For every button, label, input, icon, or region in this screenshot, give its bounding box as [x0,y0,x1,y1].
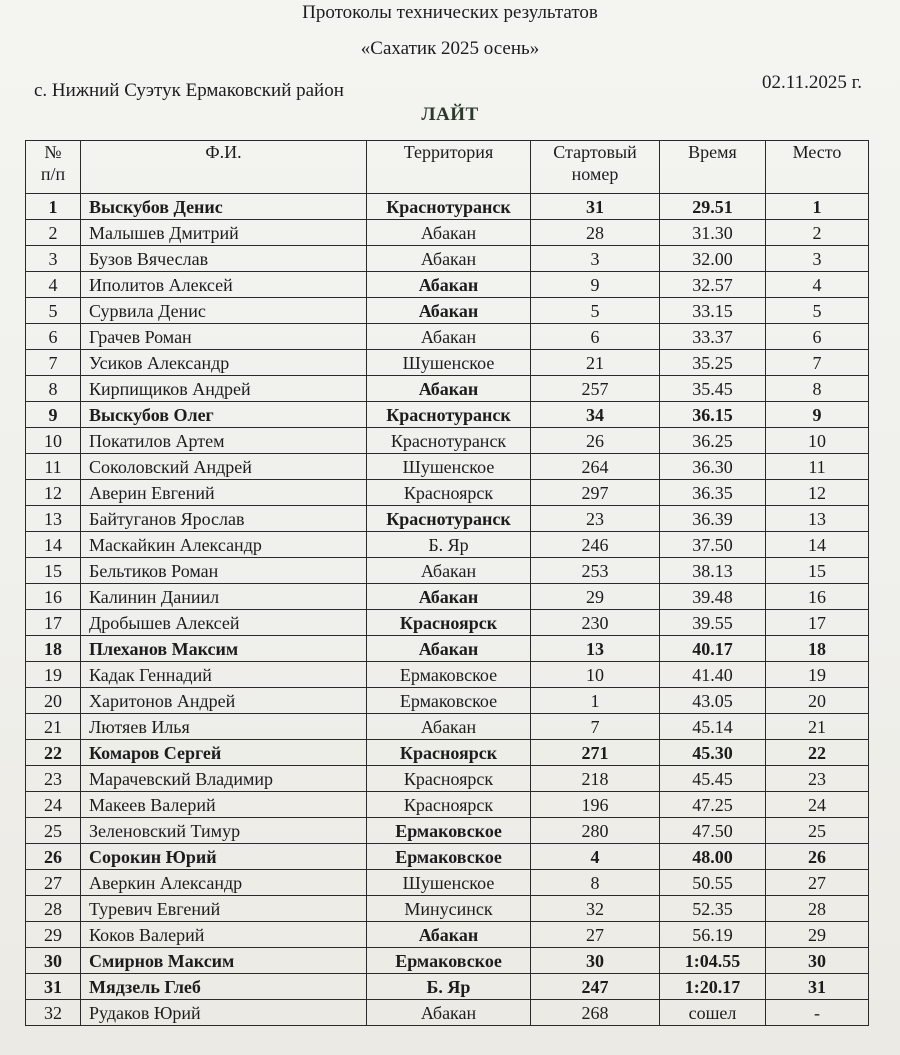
cell-start-number: 247 [531,974,660,1000]
cell-place: 26 [766,844,869,870]
cell-num: 4 [26,272,81,298]
cell-time: 36.25 [660,428,766,454]
cell-time: 33.15 [660,298,766,324]
cell-num: 14 [26,532,81,558]
cell-territory: Краснотуранск [367,194,531,220]
cell-start-number: 28 [531,220,660,246]
cell-territory: Шушенское [367,350,531,376]
cell-territory: Абакан [367,922,531,948]
cell-place: 21 [766,714,869,740]
cell-num: 19 [26,662,81,688]
cell-place: 12 [766,480,869,506]
cell-name: Грачев Роман [81,324,367,350]
cell-time: 56.19 [660,922,766,948]
cell-name: Макеев Валерий [81,792,367,818]
cell-time: 52.35 [660,896,766,922]
table-row [26,532,869,558]
cell-place: 25 [766,818,869,844]
header-name: Ф.И. [81,141,367,194]
cell-time: 35.45 [660,376,766,402]
cell-start-number: 21 [531,350,660,376]
table-row [26,194,869,220]
cell-time: 29.51 [660,194,766,220]
cell-num: 11 [26,454,81,480]
cell-territory: Шушенское [367,870,531,896]
cell-place: 28 [766,896,869,922]
cell-start-number: 3 [531,246,660,272]
cell-start-number: 8 [531,870,660,896]
cell-territory: Абакан [367,714,531,740]
cell-territory: Абакан [367,220,531,246]
cell-time: 36.15 [660,402,766,428]
cell-territory: Краснотуранск [367,402,531,428]
cell-place: 17 [766,610,869,636]
cell-name: Дробышев Алексей [81,610,367,636]
cell-name: Соколовский Андрей [81,454,367,480]
cell-place: 8 [766,376,869,402]
cell-place: 22 [766,740,869,766]
table-row [26,272,869,298]
event-name: «Сахатик 2025 осень» [360,38,540,59]
cell-num: 29 [26,922,81,948]
table-row [26,428,869,454]
cell-start-number: 280 [531,818,660,844]
cell-num: 15 [26,558,81,584]
cell-start-number: 13 [531,636,660,662]
cell-time: 37.50 [660,532,766,558]
cell-territory: Ермаковское [367,662,531,688]
cell-name: Харитонов Андрей [81,688,367,714]
cell-num: 31 [26,974,81,1000]
cell-num: 13 [26,506,81,532]
header-time: Время [660,141,766,194]
cell-time: 1:04.55 [660,948,766,974]
table-row [26,766,869,792]
table-row [26,376,869,402]
cell-name: Выскубов Денис [81,194,367,220]
cell-place: 13 [766,506,869,532]
cell-start-number: 297 [531,480,660,506]
table-row [26,714,869,740]
cell-place: 6 [766,324,869,350]
cell-time: 33.37 [660,324,766,350]
table-row [26,480,869,506]
cell-num: 6 [26,324,81,350]
cell-num: 16 [26,584,81,610]
cell-name: Усиков Александр [81,350,367,376]
cell-start-number: 271 [531,740,660,766]
cell-name: Калинин Даниил [81,584,367,610]
cell-num: 10 [26,428,81,454]
cell-time: 1:20.17 [660,974,766,1000]
cell-time: 39.55 [660,610,766,636]
cell-num: 7 [26,350,81,376]
table-row [26,506,869,532]
table-row [26,636,869,662]
cell-territory: Красноярск [367,480,531,506]
cell-place: 30 [766,948,869,974]
table-row [26,1000,869,1026]
cell-territory: Абакан [367,1000,531,1026]
table-row [26,948,869,974]
cell-num: 30 [26,948,81,974]
cell-time: 45.30 [660,740,766,766]
cell-time: 47.25 [660,792,766,818]
cell-place: 15 [766,558,869,584]
cell-time: 32.57 [660,272,766,298]
cell-place: - [766,1000,869,1026]
cell-place: 9 [766,402,869,428]
document-title: Протоколы технических результатов [302,2,598,23]
cell-territory: Абакан [367,272,531,298]
cell-time: 31.30 [660,220,766,246]
cell-num: 17 [26,610,81,636]
cell-num: 32 [26,1000,81,1026]
cell-place: 18 [766,636,869,662]
header-num: № п/п [26,141,81,194]
cell-start-number: 264 [531,454,660,480]
cell-start-number: 257 [531,376,660,402]
cell-start-number: 230 [531,610,660,636]
cell-territory: Абакан [367,558,531,584]
cell-name: Рудаков Юрий [81,1000,367,1026]
table-row [26,818,869,844]
cell-time: 36.35 [660,480,766,506]
table-row [26,298,869,324]
cell-name: Сурвила Денис [81,298,367,324]
cell-place: 23 [766,766,869,792]
cell-time: 35.25 [660,350,766,376]
cell-name: Лютяев Илья [81,714,367,740]
cell-num: 24 [26,792,81,818]
table-row [26,688,869,714]
table-header-row [26,141,869,194]
cell-name: Сорокин Юрий [81,844,367,870]
cell-time: 32.00 [660,246,766,272]
cell-name: Аверкин Александр [81,870,367,896]
cell-time: 45.45 [660,766,766,792]
cell-name: Выскубов Олег [81,402,367,428]
cell-num: 2 [26,220,81,246]
table-row [26,402,869,428]
cell-name: Смирнов Максим [81,948,367,974]
cell-name: Малышев Дмитрий [81,220,367,246]
cell-place: 31 [766,974,869,1000]
cell-territory: Абакан [367,636,531,662]
table-row [26,610,869,636]
cell-name: Марачевский Владимир [81,766,367,792]
cell-start-number: 196 [531,792,660,818]
cell-num: 8 [26,376,81,402]
cell-territory: Шушенское [367,454,531,480]
cell-place: 1 [766,194,869,220]
cell-territory: Абакан [367,298,531,324]
cell-num: 3 [26,246,81,272]
cell-time: 36.39 [660,506,766,532]
cell-place: 27 [766,870,869,896]
cell-num: 12 [26,480,81,506]
table-row [26,740,869,766]
table-row [26,246,869,272]
cell-num: 22 [26,740,81,766]
cell-start-number: 34 [531,402,660,428]
table-row [26,870,869,896]
cell-time: 39.48 [660,584,766,610]
cell-name: Иполитов Алексей [81,272,367,298]
cell-place: 4 [766,272,869,298]
category-title: ЛАЙТ [421,104,479,125]
cell-start-number: 268 [531,1000,660,1026]
cell-num: 27 [26,870,81,896]
cell-start-number: 31 [531,194,660,220]
cell-place: 24 [766,792,869,818]
cell-place: 2 [766,220,869,246]
cell-place: 7 [766,350,869,376]
cell-territory: Ермаковское [367,818,531,844]
cell-time: 38.13 [660,558,766,584]
cell-name: Туревич Евгений [81,896,367,922]
cell-territory: Б. Яр [367,974,531,1000]
cell-time: 45.14 [660,714,766,740]
cell-territory: Минусинск [367,896,531,922]
cell-time: 36.30 [660,454,766,480]
cell-start-number: 26 [531,428,660,454]
cell-name: Бельтиков Роман [81,558,367,584]
cell-territory: Красноярск [367,766,531,792]
cell-name: Коков Валерий [81,922,367,948]
cell-territory: Ермаковское [367,948,531,974]
cell-start-number: 246 [531,532,660,558]
table-row [26,922,869,948]
cell-num: 1 [26,194,81,220]
cell-start-number: 6 [531,324,660,350]
cell-num: 5 [26,298,81,324]
cell-time: сошел [660,1000,766,1026]
cell-territory: Краснотуранск [367,428,531,454]
cell-territory: Красноярск [367,792,531,818]
table-row [26,454,869,480]
cell-territory: Ермаковское [367,688,531,714]
table-row [26,662,869,688]
cell-name: Бузов Вячеслав [81,246,367,272]
cell-territory: Абакан [367,584,531,610]
cell-name: Покатилов Артем [81,428,367,454]
table-row [26,584,869,610]
cell-num: 9 [26,402,81,428]
cell-num: 23 [26,766,81,792]
cell-start-number: 32 [531,896,660,922]
cell-territory: Красноярск [367,610,531,636]
results-table [25,140,869,1026]
cell-num: 20 [26,688,81,714]
table-row [26,220,869,246]
cell-num: 18 [26,636,81,662]
table-row [26,350,869,376]
cell-num: 21 [26,714,81,740]
table-row [26,974,869,1000]
cell-start-number: 10 [531,662,660,688]
cell-start-number: 218 [531,766,660,792]
cell-time: 43.05 [660,688,766,714]
cell-place: 5 [766,298,869,324]
cell-time: 40.17 [660,636,766,662]
cell-name: Кирпищиков Андрей [81,376,367,402]
cell-num: 28 [26,896,81,922]
cell-start-number: 9 [531,272,660,298]
cell-name: Маскайкин Александр [81,532,367,558]
cell-territory: Б. Яр [367,532,531,558]
cell-name: Зеленовский Тимур [81,818,367,844]
cell-territory: Ермаковское [367,844,531,870]
cell-start-number: 23 [531,506,660,532]
cell-start-number: 4 [531,844,660,870]
cell-place: 29 [766,922,869,948]
table-row [26,558,869,584]
cell-start-number: 27 [531,922,660,948]
cell-name: Аверин Евгений [81,480,367,506]
cell-territory: Красноярск [367,740,531,766]
cell-place: 16 [766,584,869,610]
cell-start-number: 1 [531,688,660,714]
cell-place: 19 [766,662,869,688]
cell-name: Комаров Сергей [81,740,367,766]
cell-time: 50.55 [660,870,766,896]
cell-time: 47.50 [660,818,766,844]
header-territory: Территория [367,141,531,194]
cell-num: 25 [26,818,81,844]
cell-name: Плеханов Максим [81,636,367,662]
cell-start-number: 29 [531,584,660,610]
cell-name: Кадак Геннадий [81,662,367,688]
cell-place: 20 [766,688,869,714]
cell-time: 48.00 [660,844,766,870]
cell-name: Мядзель Глеб [81,974,367,1000]
event-location: с. Нижний Суэтук Ермаковский район [34,80,344,101]
cell-start-number: 5 [531,298,660,324]
cell-time: 41.40 [660,662,766,688]
cell-territory: Краснотуранск [367,506,531,532]
cell-start-number: 30 [531,948,660,974]
cell-num: 26 [26,844,81,870]
header-place: Место [766,141,869,194]
cell-territory: Абакан [367,376,531,402]
cell-place: 3 [766,246,869,272]
cell-place: 11 [766,454,869,480]
cell-territory: Абакан [367,246,531,272]
header-start-number: Стартовый номер [531,141,660,194]
table-row [26,844,869,870]
table-row [26,792,869,818]
cell-name: Байтуганов Ярослав [81,506,367,532]
cell-start-number: 253 [531,558,660,584]
cell-start-number: 7 [531,714,660,740]
event-date: 02.11.2025 г. [762,72,862,93]
table-row [26,896,869,922]
table-row [26,324,869,350]
cell-place: 14 [766,532,869,558]
cell-territory: Абакан [367,324,531,350]
cell-place: 10 [766,428,869,454]
